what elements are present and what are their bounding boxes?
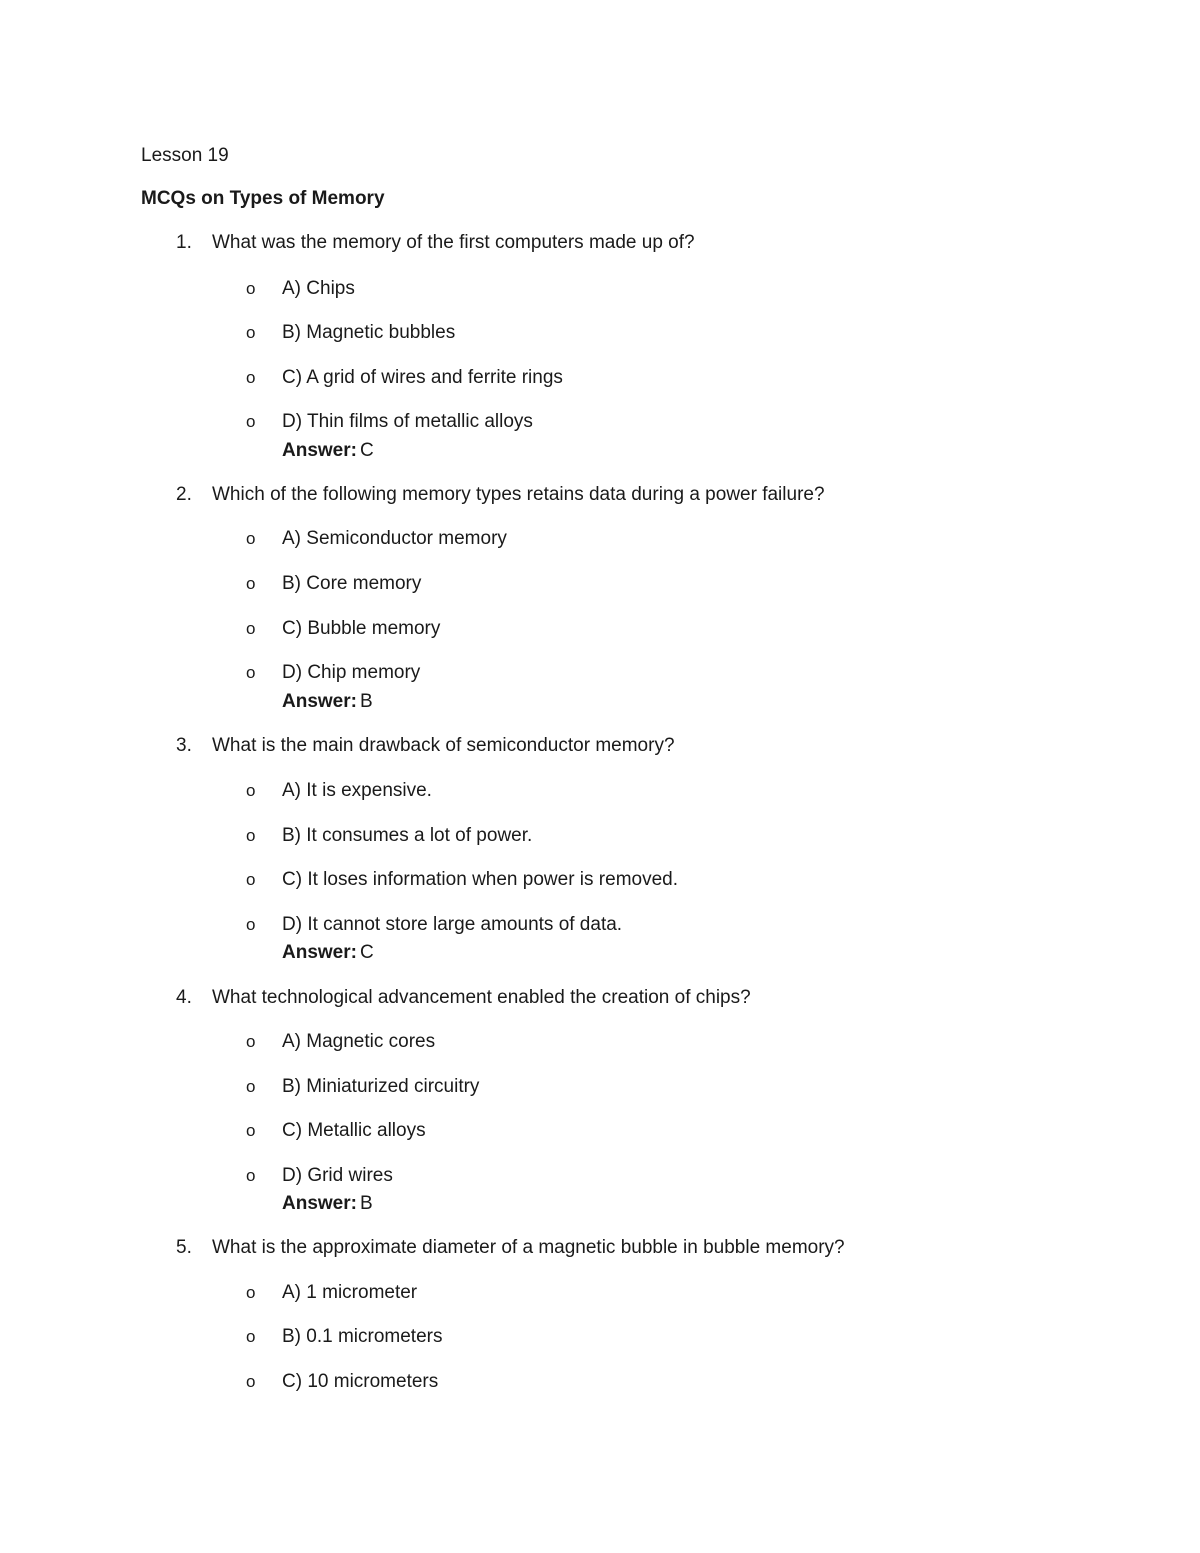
option-text: A) 1 micrometer [282, 1282, 418, 1303]
question-line [141, 986, 1141, 1010]
bullet-icon: o [246, 529, 256, 548]
question-number: 2. [176, 484, 192, 505]
option-item [141, 1030, 1141, 1054]
question-4 [141, 986, 1141, 1216]
bullet-icon: o [246, 1032, 256, 1051]
bullet-icon: o [246, 412, 256, 431]
option-item [141, 1075, 1141, 1099]
answer-label: Answer: [282, 942, 357, 963]
option-item [141, 527, 1141, 551]
bullet-icon: o [246, 1121, 256, 1140]
bullet-icon: o [246, 1372, 256, 1391]
option-text: D) Grid wires [282, 1165, 393, 1186]
bullet-icon: o [246, 619, 256, 638]
question-line [141, 483, 1141, 507]
answer-label: Answer: [282, 1193, 357, 1214]
option-text: C) 10 micrometers [282, 1371, 439, 1392]
option-item [141, 824, 1141, 848]
option-text: B) 0.1 micrometers [282, 1326, 443, 1347]
answer-line [141, 1192, 1141, 1216]
option-item [141, 1164, 1141, 1188]
option-text: C) Metallic alloys [282, 1120, 426, 1141]
option-text: A) It is expensive. [282, 780, 432, 801]
option-text: A) Chips [282, 278, 355, 299]
question-2 [141, 483, 1141, 714]
option-text: A) Semiconductor memory [282, 528, 507, 549]
bullet-icon: o [246, 368, 256, 387]
question-number: 1. [176, 232, 192, 253]
option-text: C) It loses information when power is removed. [282, 869, 678, 890]
bullet-icon: o [246, 915, 256, 934]
answer-line [141, 941, 1141, 965]
question-3 [141, 734, 1141, 965]
bullet-icon: o [246, 870, 256, 889]
option-item [141, 661, 1141, 685]
question-text: What is the main drawback of semiconductor memory? [212, 735, 675, 756]
page-title: MCQs on Types of Memory [141, 188, 385, 209]
option-text: D) It cannot store large amounts of data. [282, 914, 623, 935]
option-text: D) Thin films of metallic alloys [282, 411, 533, 432]
option-item [141, 366, 1141, 390]
option-item [141, 1325, 1141, 1349]
option-item [141, 1281, 1141, 1305]
option-item [141, 277, 1141, 301]
option-text: A) Magnetic cores [282, 1031, 436, 1052]
question-number: 4. [176, 987, 192, 1008]
bullet-icon: o [246, 663, 256, 682]
answer-value: C [360, 942, 374, 963]
answer-value: C [360, 440, 374, 461]
option-text: D) Chip memory [282, 662, 421, 683]
bullet-icon: o [246, 1327, 256, 1346]
question-text: What technological advancement enabled the creation of chips? [212, 987, 751, 1008]
option-item [141, 617, 1141, 641]
question-number: 5. [176, 1237, 192, 1258]
option-item [141, 868, 1141, 892]
bullet-icon: o [246, 781, 256, 800]
bullet-icon: o [246, 574, 256, 593]
option-item [141, 572, 1141, 596]
answer-line [141, 690, 1141, 714]
question-text: Which of the following memory types retains data during a power failure? [212, 484, 825, 505]
option-text: C) Bubble memory [282, 618, 441, 639]
question-text: What is the approximate diameter of a magnetic bubble in bubble memory? [212, 1237, 845, 1258]
answer-value: B [360, 1193, 373, 1214]
answer-label: Answer: [282, 691, 357, 712]
question-line [141, 1236, 1141, 1260]
option-text: B) It consumes a lot of power. [282, 825, 533, 846]
question-line [141, 734, 1141, 758]
bullet-icon: o [246, 279, 256, 298]
option-item [141, 321, 1141, 345]
option-text: B) Core memory [282, 573, 422, 594]
question-line [141, 231, 1141, 255]
answer-label: Answer: [282, 440, 357, 461]
answer-value: B [360, 691, 373, 712]
option-item [141, 779, 1141, 803]
option-item [141, 410, 1141, 434]
bullet-icon: o [246, 323, 256, 342]
question-5 [141, 1236, 1141, 1394]
answer-line [141, 439, 1141, 463]
question-1 [141, 231, 1141, 463]
option-text: C) A grid of wires and ferrite rings [282, 367, 563, 388]
option-item [141, 1370, 1141, 1394]
option-text: B) Magnetic bubbles [282, 322, 456, 343]
lesson-label: Lesson 19 [141, 145, 229, 166]
bullet-icon: o [246, 1077, 256, 1096]
option-item [141, 1119, 1141, 1143]
option-item [141, 913, 1141, 937]
question-text: What was the memory of the first computers made up of? [212, 232, 695, 253]
option-text: B) Miniaturized circuitry [282, 1076, 480, 1097]
bullet-icon: o [246, 826, 256, 845]
bullet-icon: o [246, 1166, 256, 1185]
question-number: 3. [176, 735, 192, 756]
bullet-icon: o [246, 1283, 256, 1302]
